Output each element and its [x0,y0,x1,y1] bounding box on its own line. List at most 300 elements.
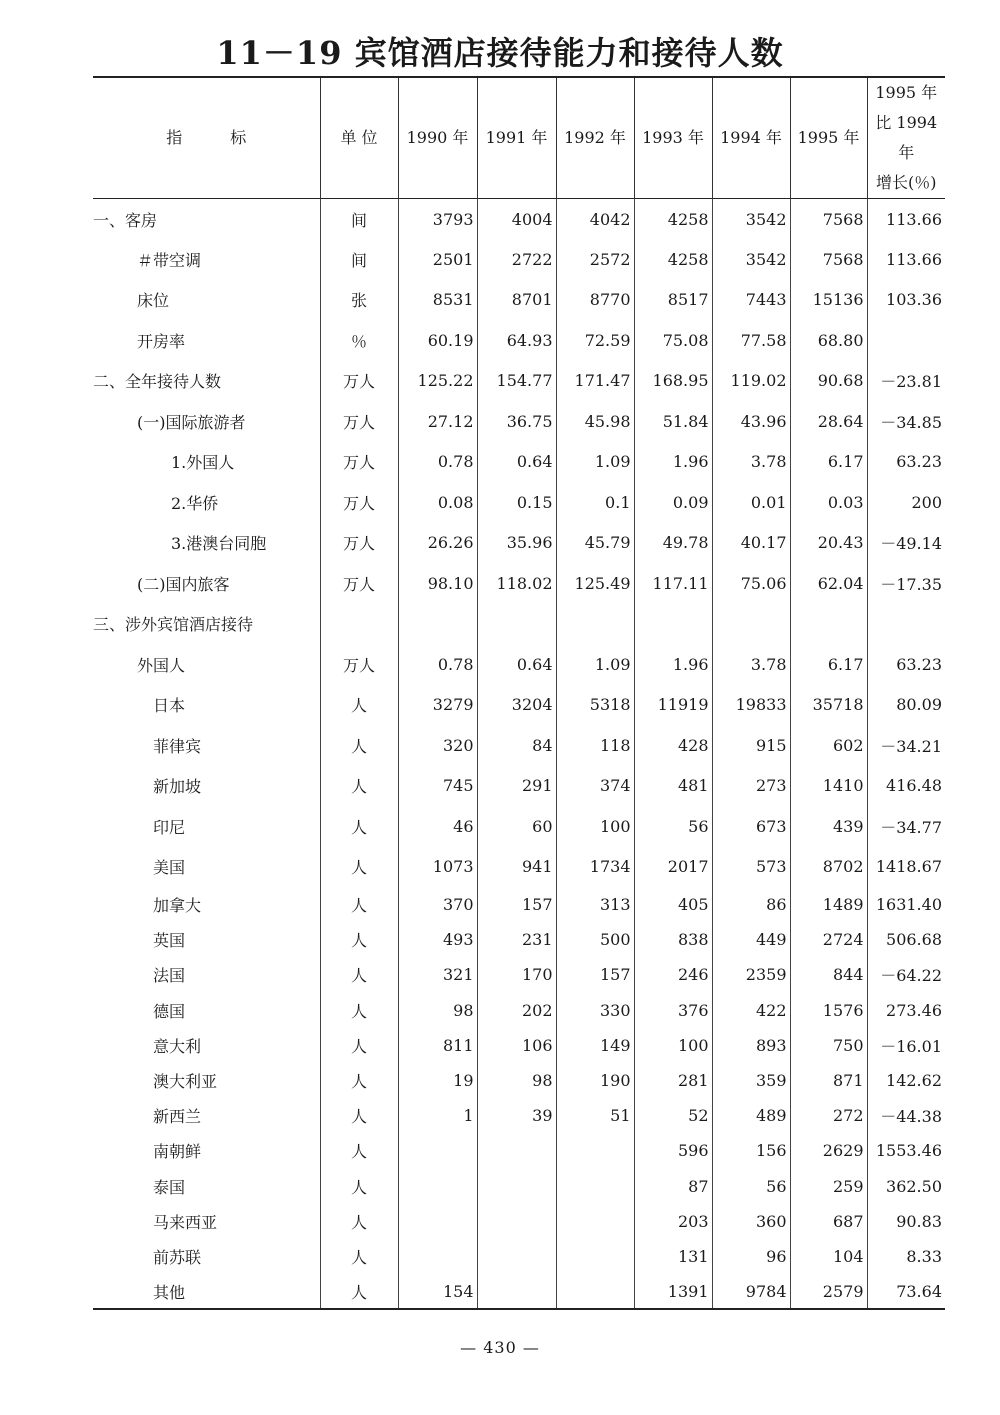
table-row [93,1063,945,1098]
row-label: 英国 [153,931,186,951]
row-value: 4004 [477,199,556,240]
row-value: 125.22 [398,361,477,402]
row-value: 2579 [790,1274,867,1309]
table-row [93,1239,945,1274]
row-value [556,604,634,645]
row-label: 二、全年接待人数 [93,372,222,392]
table-row [93,1274,945,1309]
row-value: 1489 [790,887,867,922]
row-label: 三、涉外宾馆酒店接待 [93,615,254,635]
row-value: 100 [634,1028,712,1063]
row-unit: 张 [320,280,398,321]
row-value: 171.47 [556,361,634,402]
row-value: 190 [556,1063,634,1098]
row-value: 811 [398,1028,477,1063]
row-value: 68.80 [790,320,867,361]
table-row [93,199,945,240]
row-value: 2722 [477,239,556,280]
row-value: 2724 [790,922,867,957]
row-value: 75.08 [634,320,712,361]
row-unit: 人 [320,922,398,957]
row-value: 0.15 [477,482,556,523]
header-1992: 1992 年 [556,77,634,199]
table-row [93,442,945,483]
row-value: 168.95 [634,361,712,402]
table-title: 11－19 宾馆酒店接待能力和接待人数 [216,34,784,72]
row-value: 19 [398,1063,477,1098]
row-value: 1576 [790,993,867,1028]
row-label: 意大利 [153,1036,202,1056]
row-unit: 万人 [320,401,398,442]
row-value [556,1169,634,1204]
row-value: 142.62 [867,1063,945,1098]
row-value: 871 [790,1063,867,1098]
row-value: 596 [634,1133,712,1168]
row-value: 745 [398,766,477,807]
row-value: 0.78 [398,644,477,685]
row-value [398,1133,477,1168]
row-value: 3204 [477,685,556,726]
row-value: 119.02 [712,361,790,402]
row-value: 96 [712,1239,790,1274]
row-unit: 间 [320,239,398,280]
row-value: 154.77 [477,361,556,402]
row-value: 131 [634,1239,712,1274]
row-value: 0.03 [790,482,867,523]
row-unit: 万人 [320,361,398,402]
table-header [93,77,945,199]
row-unit [320,604,398,645]
row-value: 915 [712,725,790,766]
row-value: 125.49 [556,563,634,604]
row-value: 113.66 [867,239,945,280]
row-value: 3.78 [712,644,790,685]
row-value: 19833 [712,685,790,726]
row-label: (一)国际旅游者 [137,412,246,432]
row-value: 259 [790,1169,867,1204]
row-value: 100 [556,806,634,847]
row-value: 62.04 [790,563,867,604]
row-value: －64.22 [867,957,945,992]
table-row [93,401,945,442]
row-value: 0.64 [477,644,556,685]
row-value: 281 [634,1063,712,1098]
row-value: 203 [634,1204,712,1239]
row-value: 602 [790,725,867,766]
row-value: －16.01 [867,1028,945,1063]
row-value: 3.78 [712,442,790,483]
row-label: 泰国 [153,1177,186,1197]
row-value: 1418.67 [867,847,945,888]
row-value: 1410 [790,766,867,807]
row-value: 1.09 [556,442,634,483]
table-row [93,685,945,726]
row-value: 9784 [712,1274,790,1309]
row-value [712,604,790,645]
row-value: 0.78 [398,442,477,483]
row-value: 45.98 [556,401,634,442]
row-value: 154 [398,1274,477,1309]
row-unit: 人 [320,1028,398,1063]
table-row [93,604,945,645]
row-value: 3793 [398,199,477,240]
row-value: 86 [712,887,790,922]
row-value [556,1239,634,1274]
row-unit: 人 [320,887,398,922]
row-label: 马来西亚 [153,1212,218,1232]
header-unit: 单 位 [320,77,398,199]
row-unit: 人 [320,766,398,807]
table-row [93,361,945,402]
table-row [93,847,945,888]
table-row [93,993,945,1028]
row-value: 106 [477,1028,556,1063]
row-value: 156 [712,1133,790,1168]
table-row [93,766,945,807]
table-row [93,644,945,685]
row-value: 1734 [556,847,634,888]
row-value: 104 [790,1239,867,1274]
row-value: 8770 [556,280,634,321]
row-value: 3542 [712,199,790,240]
row-value [477,1204,556,1239]
row-value: 118.02 [477,563,556,604]
row-value: 4042 [556,199,634,240]
table-row [93,1169,945,1204]
row-value [477,1274,556,1309]
row-value [477,604,556,645]
table-row [93,320,945,361]
row-value: 52 [634,1098,712,1133]
header-1990: 1990 年 [398,77,477,199]
row-unit: 人 [320,725,398,766]
row-value: 0.08 [398,482,477,523]
row-value: －34.85 [867,401,945,442]
row-value: 98 [398,993,477,1028]
row-value: 56 [634,806,712,847]
row-value: 673 [712,806,790,847]
row-value: 941 [477,847,556,888]
row-value: 360 [712,1204,790,1239]
row-value: 838 [634,922,712,957]
row-value: 51 [556,1098,634,1133]
row-value: 20.43 [790,523,867,564]
page-number: — 430 — [460,1338,540,1357]
row-value: 1391 [634,1274,712,1309]
row-value [634,604,712,645]
row-value: 687 [790,1204,867,1239]
row-value: 370 [398,887,477,922]
row-value: 273.46 [867,993,945,1028]
table-row [93,922,945,957]
row-value: 80.09 [867,685,945,726]
row-value: 844 [790,957,867,992]
row-value [477,1239,556,1274]
row-value: 8702 [790,847,867,888]
row-value: 449 [712,922,790,957]
table-row [93,887,945,922]
row-label: 一、客房 [93,210,158,230]
row-value: 1.96 [634,442,712,483]
row-value: 321 [398,957,477,992]
row-value: 893 [712,1028,790,1063]
row-value: 40.17 [712,523,790,564]
row-label: 德国 [153,1001,186,1021]
row-value: －44.38 [867,1098,945,1133]
row-unit: 人 [320,1204,398,1239]
row-value: 200 [867,482,945,523]
row-unit: 人 [320,957,398,992]
row-value: 77.58 [712,320,790,361]
row-value: 51.84 [634,401,712,442]
row-label: (二)国内旅客 [137,574,230,594]
row-value: 118 [556,725,634,766]
row-value: 46 [398,806,477,847]
row-unit: 人 [320,847,398,888]
row-value: 376 [634,993,712,1028]
row-label: 澳大利亚 [153,1072,218,1092]
table-row [93,563,945,604]
table-row [93,957,945,992]
row-unit: 万人 [320,523,398,564]
row-value: 4258 [634,239,712,280]
row-label: 印尼 [153,817,186,837]
row-value [477,1169,556,1204]
row-label: 日本 [153,696,186,716]
row-value: 98.10 [398,563,477,604]
row-value: 4258 [634,199,712,240]
table-row [93,1204,945,1239]
row-value: 26.26 [398,523,477,564]
row-value [398,604,477,645]
row-value: 3279 [398,685,477,726]
table-row [93,280,945,321]
row-value: 60 [477,806,556,847]
row-label: 3.港澳台同胞 [171,534,267,554]
row-unit: 人 [320,685,398,726]
row-value: 2572 [556,239,634,280]
row-value: 362.50 [867,1169,945,1204]
row-value: 56 [712,1169,790,1204]
row-label: ＃带空调 [137,250,202,270]
row-label: 美国 [153,858,186,878]
row-value: 64.93 [477,320,556,361]
row-unit: 人 [320,1063,398,1098]
row-value: 481 [634,766,712,807]
row-value: －34.77 [867,806,945,847]
row-value: 6.17 [790,442,867,483]
row-value [398,1239,477,1274]
header-growth-line2: 比 1994 年 [875,113,938,162]
row-value: 8531 [398,280,477,321]
row-value [790,604,867,645]
row-value [556,1204,634,1239]
row-value: 422 [712,993,790,1028]
row-value: 750 [790,1028,867,1063]
row-value: 6.17 [790,644,867,685]
table-row [93,1133,945,1168]
row-label: 新西兰 [153,1107,202,1127]
header-1991: 1991 年 [477,77,556,199]
row-value: 117.11 [634,563,712,604]
row-value: 90.68 [790,361,867,402]
row-value: 103.36 [867,280,945,321]
row-value: 1 [398,1098,477,1133]
row-label: 床位 [137,291,170,311]
row-value [867,604,945,645]
row-value [398,1169,477,1204]
row-value: 7568 [790,199,867,240]
row-value [556,1133,634,1168]
header-indicator: 指 标 [166,128,247,147]
row-label: 开房率 [137,331,186,351]
row-unit: 间 [320,199,398,240]
row-value: 39 [477,1098,556,1133]
row-value: 3542 [712,239,790,280]
table-row [93,1028,945,1063]
row-value: 72.59 [556,320,634,361]
header-growth-line1: 1995 年 [875,83,938,102]
row-value: 506.68 [867,922,945,957]
row-label: 加拿大 [153,896,202,916]
row-value: 45.79 [556,523,634,564]
row-unit: 人 [320,993,398,1028]
row-value: 63.23 [867,644,945,685]
row-value: 11919 [634,685,712,726]
header-1995: 1995 年 [790,77,867,199]
row-value: 35718 [790,685,867,726]
row-value: 428 [634,725,712,766]
row-unit: 万人 [320,563,398,604]
row-value: 60.19 [398,320,477,361]
row-value: －49.14 [867,523,945,564]
row-value [867,320,945,361]
row-value: 7568 [790,239,867,280]
row-value: 8.33 [867,1239,945,1274]
row-value: 2017 [634,847,712,888]
row-label: 外国人 [137,655,186,675]
row-label: 菲律宾 [153,736,202,756]
row-value: 359 [712,1063,790,1098]
row-value: 1631.40 [867,887,945,922]
row-value: 8701 [477,280,556,321]
row-label: 2.华侨 [171,493,219,513]
table-row [93,523,945,564]
row-value: 320 [398,725,477,766]
row-value: 405 [634,887,712,922]
row-value: 157 [477,887,556,922]
row-value: －34.21 [867,725,945,766]
row-value: 231 [477,922,556,957]
header-growth [867,77,945,199]
table-row [93,239,945,280]
row-value: 493 [398,922,477,957]
row-unit: 人 [320,806,398,847]
row-unit: 万人 [320,644,398,685]
row-value: 291 [477,766,556,807]
row-value [477,1133,556,1168]
row-value: 273 [712,766,790,807]
row-value: 5318 [556,685,634,726]
row-value: 202 [477,993,556,1028]
row-unit: ％ [320,320,398,361]
row-value: 149 [556,1028,634,1063]
row-value: －17.35 [867,563,945,604]
row-value: 439 [790,806,867,847]
row-value: 75.06 [712,563,790,604]
row-value: 35.96 [477,523,556,564]
row-value: 2629 [790,1133,867,1168]
row-unit: 人 [320,1169,398,1204]
row-value: 90.83 [867,1204,945,1239]
row-value: 0.09 [634,482,712,523]
row-value [556,1274,634,1309]
row-value: 1553.46 [867,1133,945,1168]
row-label: 新加坡 [153,777,202,797]
row-value: 113.66 [867,199,945,240]
row-value: －23.81 [867,361,945,402]
header-1994: 1994 年 [712,77,790,199]
row-value: 0.01 [712,482,790,523]
row-value: 63.23 [867,442,945,483]
row-unit: 人 [320,1133,398,1168]
row-value: 7443 [712,280,790,321]
row-value: 246 [634,957,712,992]
row-value: 98 [477,1063,556,1098]
row-unit: 人 [320,1098,398,1133]
row-value: 313 [556,887,634,922]
row-value: 1.96 [634,644,712,685]
row-value: 27.12 [398,401,477,442]
row-value: 416.48 [867,766,945,807]
table-row [93,725,945,766]
row-value: 374 [556,766,634,807]
row-value: 84 [477,725,556,766]
row-value: 1.09 [556,644,634,685]
hotel-capacity-table [93,76,945,1310]
row-value: 489 [712,1098,790,1133]
row-value: 170 [477,957,556,992]
row-value: 87 [634,1169,712,1204]
row-label: 1.外国人 [171,453,235,473]
row-value: 330 [556,993,634,1028]
row-value [398,1204,477,1239]
row-value: 49.78 [634,523,712,564]
row-value: 500 [556,922,634,957]
row-unit: 万人 [320,442,398,483]
table-body [93,199,945,1310]
row-unit: 万人 [320,482,398,523]
row-value: 28.64 [790,401,867,442]
row-label: 其他 [153,1282,186,1302]
row-value: 2501 [398,239,477,280]
row-value: 8517 [634,280,712,321]
row-label: 南朝鲜 [153,1142,202,1162]
row-value: 2359 [712,957,790,992]
row-label: 前苏联 [153,1247,202,1267]
header-growth-line3: 增长(％) [876,173,937,192]
row-value: 272 [790,1098,867,1133]
row-value: 0.1 [556,482,634,523]
table-row [93,482,945,523]
row-value: 0.64 [477,442,556,483]
row-value: 15136 [790,280,867,321]
header-1993: 1993 年 [634,77,712,199]
row-value: 43.96 [712,401,790,442]
row-value: 157 [556,957,634,992]
table-row [93,1098,945,1133]
row-unit: 人 [320,1239,398,1274]
